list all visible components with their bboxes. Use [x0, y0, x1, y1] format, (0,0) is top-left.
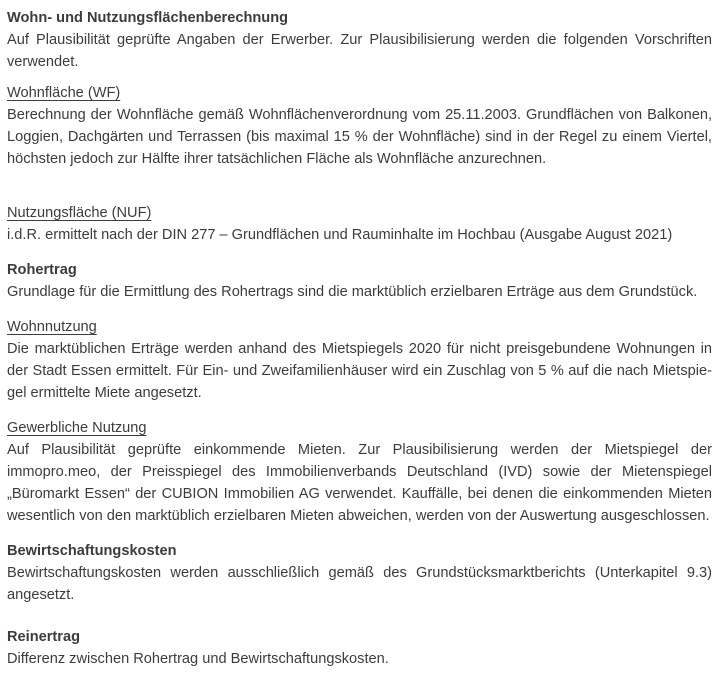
section-rohertrag	[7, 259, 712, 303]
heading-wohnflaeche-wf: Wohnfläche (WF)	[7, 85, 121, 101]
heading-rohertrag: Rohertrag	[7, 262, 77, 278]
heading-gewerbliche-nutzung: Gewerbliche Nutzung	[7, 420, 147, 436]
paragraph-flaechenberechnung: Auf Plausibilität geprüfte Angaben der Erwerber. Zur Plausibilisierung werden die folgenden Vorschriften verwendet.	[7, 32, 712, 70]
paragraph-bewirtschaftungskosten: Bewirtschaftungskosten werden ausschließlich gemäß des Grundstücksmarktberichts (Unterkapitel 9.3) angesetzt.	[7, 565, 712, 603]
section-wohnnutzung	[7, 316, 712, 404]
section-reinertrag	[7, 626, 712, 670]
section-flaechenberechnung	[7, 7, 712, 73]
section-nutzungsflaeche	[7, 202, 712, 246]
heading-wohnnutzung: Wohnnutzung	[7, 319, 97, 335]
heading-bewirtschaftungskosten: Bewirtschaftungskosten	[7, 543, 177, 559]
paragraph-rohertrag: Grundlage für die Ermittlung des Rohertrags sind die marktüblich erzielbaren Erträge aus dem Grundstück.	[7, 284, 698, 300]
paragraph-reinertrag: Differenz zwischen Rohertrag und Bewirtschaftungskosten.	[7, 651, 389, 667]
paragraph-gewerbliche-nutzung: Auf Plausibilität geprüfte einkommende Mieten. Zur Plausibilisierung werden der Mietspiegel der immopro.meo, der Preisspiegel des Immobilienverbands Deutschland (IVD) sowie der Mietenspiegel „Büromarkt Essen“ der CUBION Immobilien AG verwendet. Kauffälle, bei denen die einkommenden Mieten wesentlich von den marktüblich erzielbaren Mieten abweichen, werden von der Auswertung ausgeschlossen.	[7, 442, 712, 524]
section-gewerbliche-nutzung	[7, 417, 712, 527]
heading-wohn-und-nutzungsflaechenberechnung: Wohn- und Nutzungsflächenberechnung	[7, 10, 289, 26]
paragraph-wohnnutzung: Die marktüblichen Erträge werden anhand des Mietspiegels 2020 für nicht preisgebundene Wohnungen in der Stadt Essen ermittelt. Für Ein- und Zweifamilienhäuser wird ein Zuschlag von 5 % auf die nach Mietspiegel ermittelte Miete angesetzt.	[7, 341, 712, 401]
paragraph-nutzungsflaeche: i.d.R. ermittelt nach der DIN 277 – Grundflächen und Rauminhalte im Hochbau (Ausgabe August 2021)	[7, 227, 673, 243]
section-wohnflaeche	[7, 82, 712, 170]
paragraph-wohnflaeche: Berechnung der Wohnfläche gemäß Wohnflächenverordnung vom 25.11.2003. Grundflächen von Balkonen, Loggien, Dachgärten und Terrassen (bis maximal 15 % der Wohnfläche) sind in der Regel zu einem Viertel, höchsten jedoch zur Hälfte ihrer tatsächlichen Fläche als Wohnfläche anzurechnen.	[7, 107, 712, 167]
heading-reinertrag: Reinertrag	[7, 629, 80, 645]
section-bewirtschaftungskosten	[7, 540, 712, 606]
heading-nutzungsflaeche-nuf: Nutzungsfläche (NUF)	[7, 205, 152, 221]
